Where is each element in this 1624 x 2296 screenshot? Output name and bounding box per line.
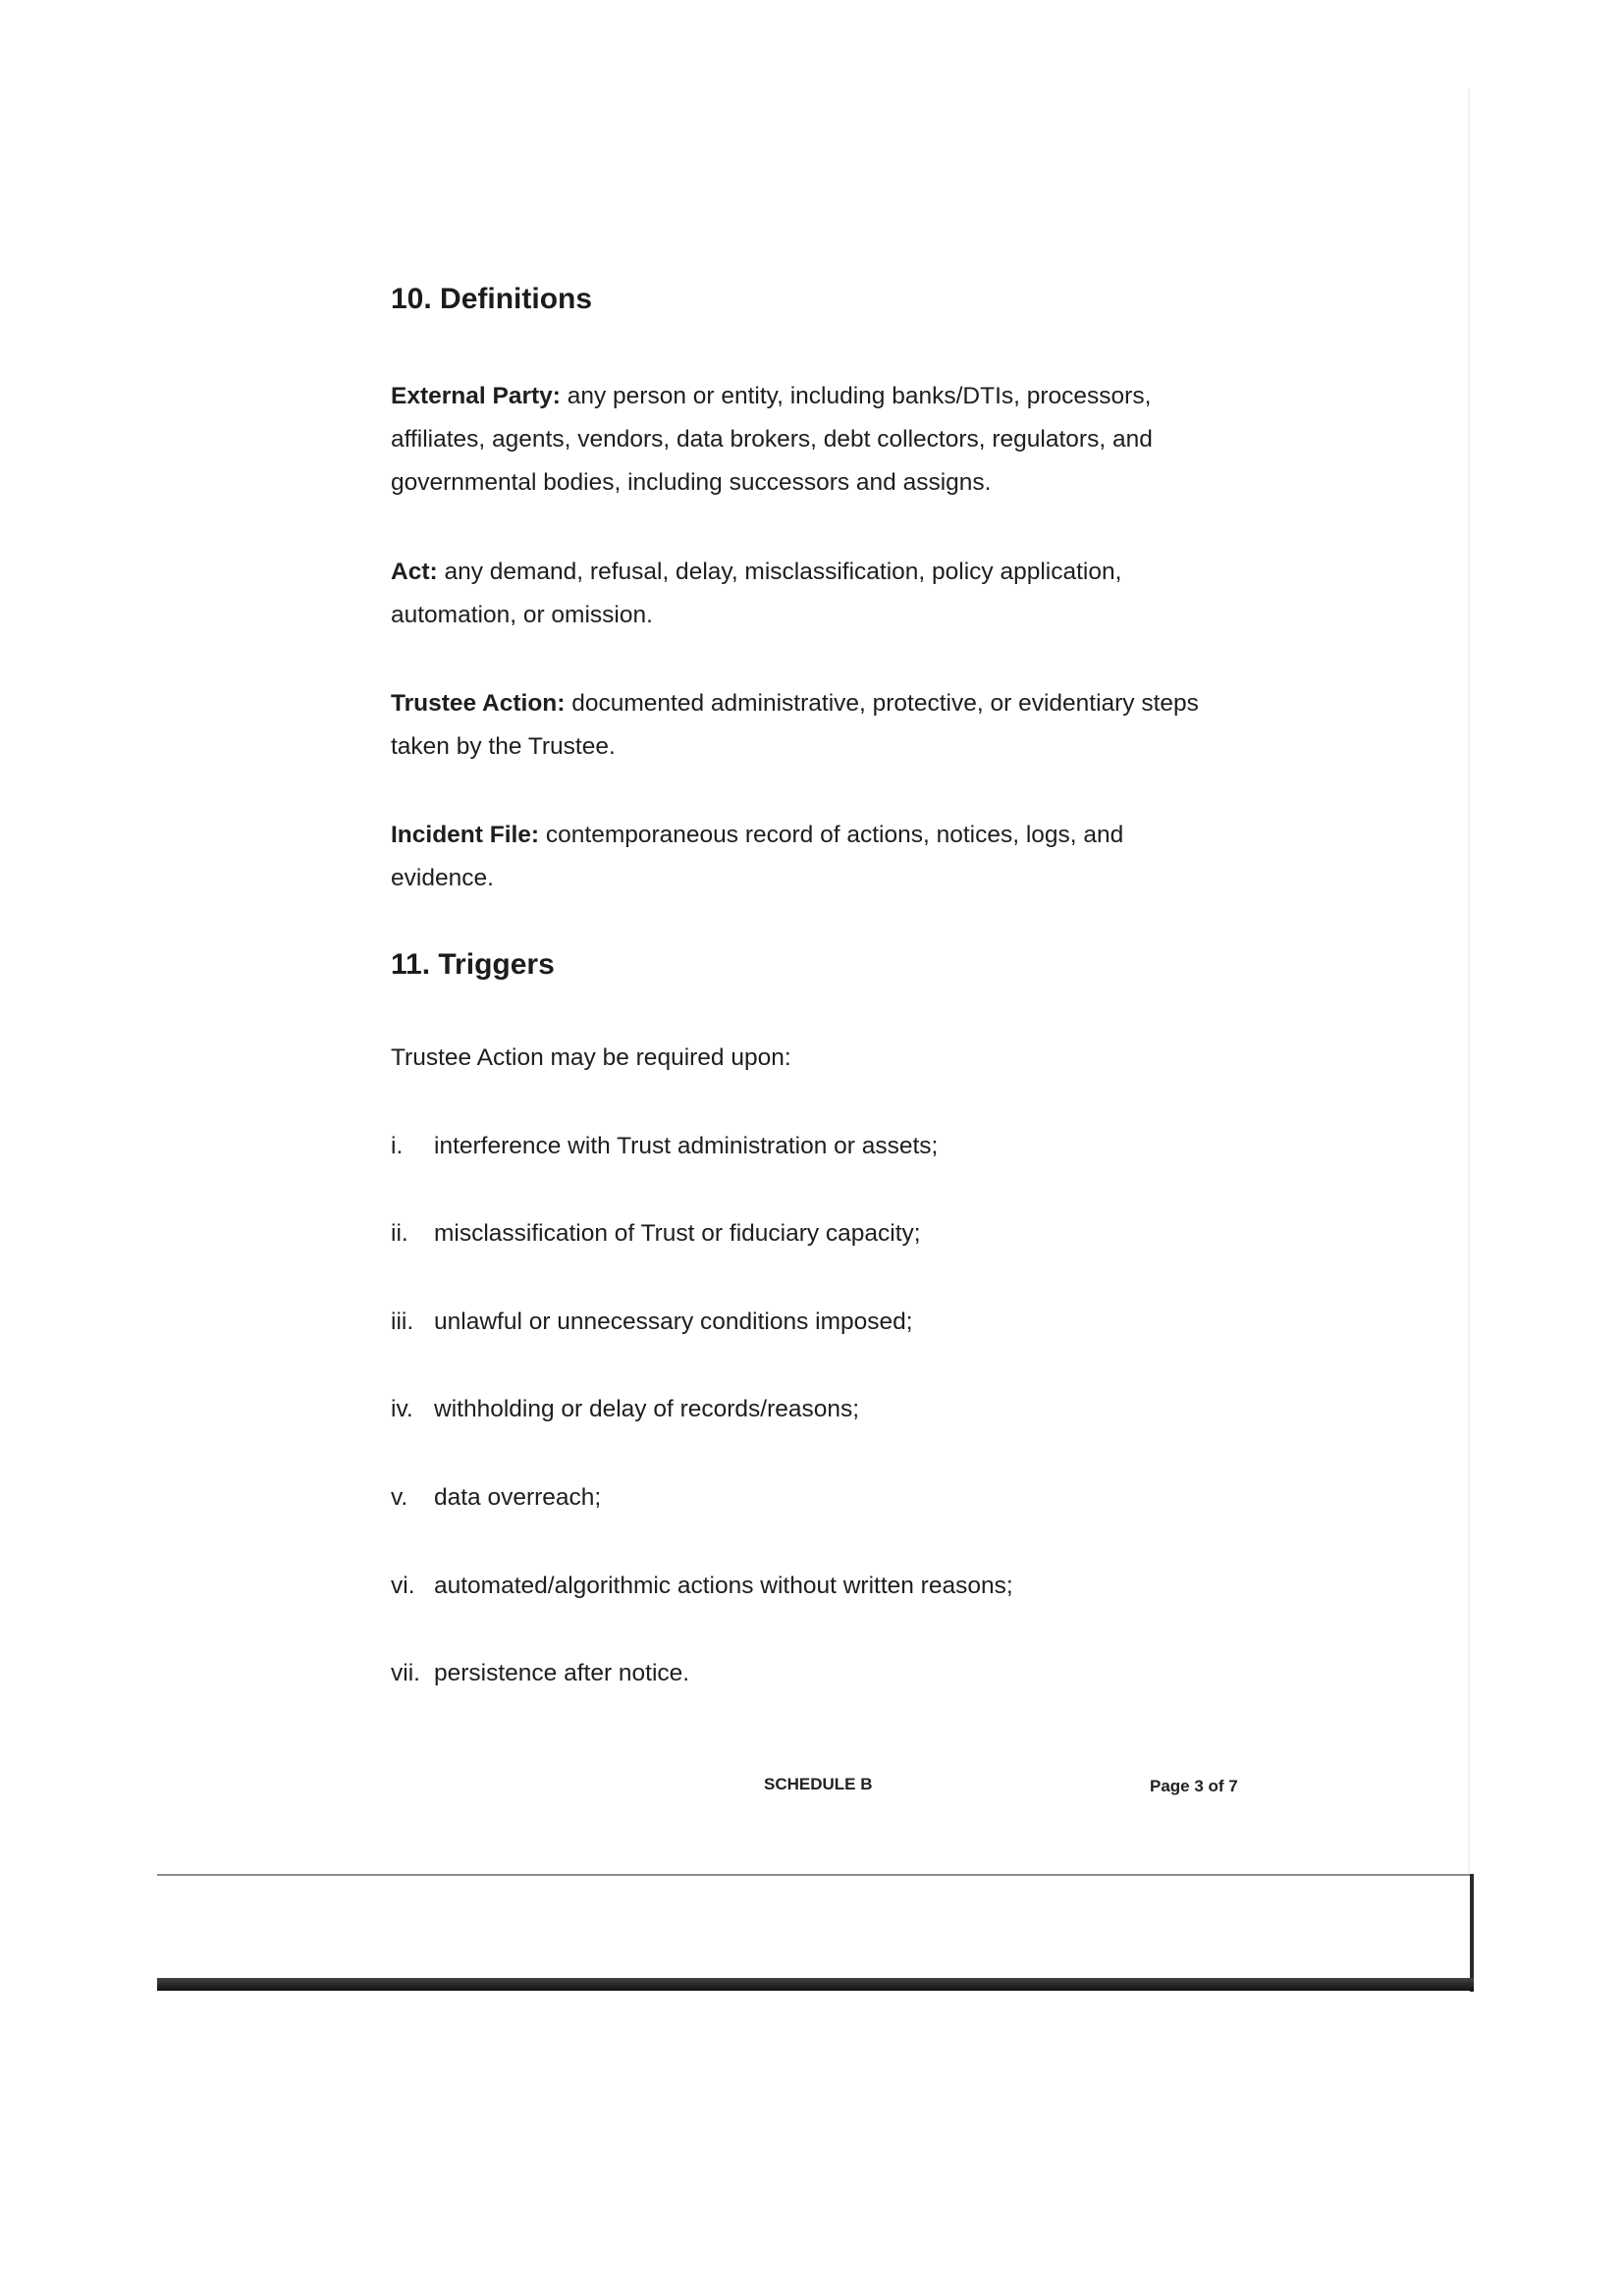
- trigger-item: [391, 1660, 689, 1687]
- trigger-numeral: vii.: [391, 1660, 420, 1686]
- definition-term: Act:: [391, 559, 438, 585]
- definition-text: affiliates, agents, vendors, data brokers, debt collectors, regulators, and: [391, 426, 1153, 453]
- trigger-text: data overreach;: [434, 1484, 602, 1511]
- definition-trustee-action: [391, 682, 1235, 769]
- trigger-item: [391, 1573, 1013, 1600]
- trigger-numeral: iii.: [391, 1308, 414, 1335]
- definition-text: automation, or omission.: [391, 602, 653, 628]
- definition-external-party: [391, 375, 1235, 505]
- scan-edge-line: [157, 1874, 1473, 1876]
- trigger-item: [391, 1308, 913, 1336]
- definition-term: Trustee Action:: [391, 690, 566, 717]
- trigger-text: automated/algorithmic actions without written reasons;: [434, 1573, 1013, 1599]
- definition-text: documented administrative, protective, or evidentiary steps: [571, 690, 1199, 717]
- trigger-numeral: vi.: [391, 1573, 415, 1599]
- trigger-item: [391, 1484, 601, 1512]
- definition-term: External Party:: [391, 383, 561, 409]
- trigger-text: persistence after notice.: [434, 1660, 690, 1686]
- footer-page-number: Page 3 of 7: [1150, 1777, 1238, 1795]
- definition-text: any person or entity, including banks/DTIs, processors,: [567, 383, 1152, 409]
- definition-incident-file: [391, 814, 1235, 900]
- definition-text: any demand, refusal, delay, misclassification, policy application,: [444, 559, 1122, 585]
- definition-text: taken by the Trustee.: [391, 733, 616, 760]
- triggers-intro: Trustee Action may be required upon:: [391, 1044, 791, 1071]
- definition-act: [391, 551, 1235, 637]
- trigger-item: [391, 1396, 859, 1423]
- section-heading-definitions: 10. Definitions: [391, 283, 593, 315]
- trigger-item: [391, 1133, 938, 1160]
- section-heading-triggers: 11. Triggers: [391, 948, 555, 981]
- trigger-numeral: i.: [391, 1133, 404, 1159]
- definition-term: Incident File:: [391, 822, 540, 848]
- trigger-numeral: v.: [391, 1484, 408, 1511]
- trigger-text: withholding or delay of records/reasons;: [434, 1396, 860, 1422]
- definition-text: evidence.: [391, 865, 494, 891]
- scan-edge-band: [157, 1978, 1474, 1991]
- trigger-numeral: iv.: [391, 1396, 413, 1422]
- trigger-item: [391, 1220, 921, 1248]
- definition-text: governmental bodies, including successors and assigns.: [391, 469, 992, 496]
- trigger-text: interference with Trust administration or assets;: [434, 1133, 939, 1159]
- trigger-numeral: ii.: [391, 1220, 408, 1247]
- scan-edge-shade: [1468, 88, 1470, 1875]
- trigger-text: unlawful or unnecessary conditions imposed;: [434, 1308, 913, 1335]
- scan-edge-right: [1470, 1874, 1474, 1992]
- footer-schedule-label: SCHEDULE B: [764, 1775, 873, 1793]
- definition-text: contemporaneous record of actions, notices, logs, and: [545, 822, 1124, 848]
- trigger-text: misclassification of Trust or fiduciary capacity;: [434, 1220, 921, 1247]
